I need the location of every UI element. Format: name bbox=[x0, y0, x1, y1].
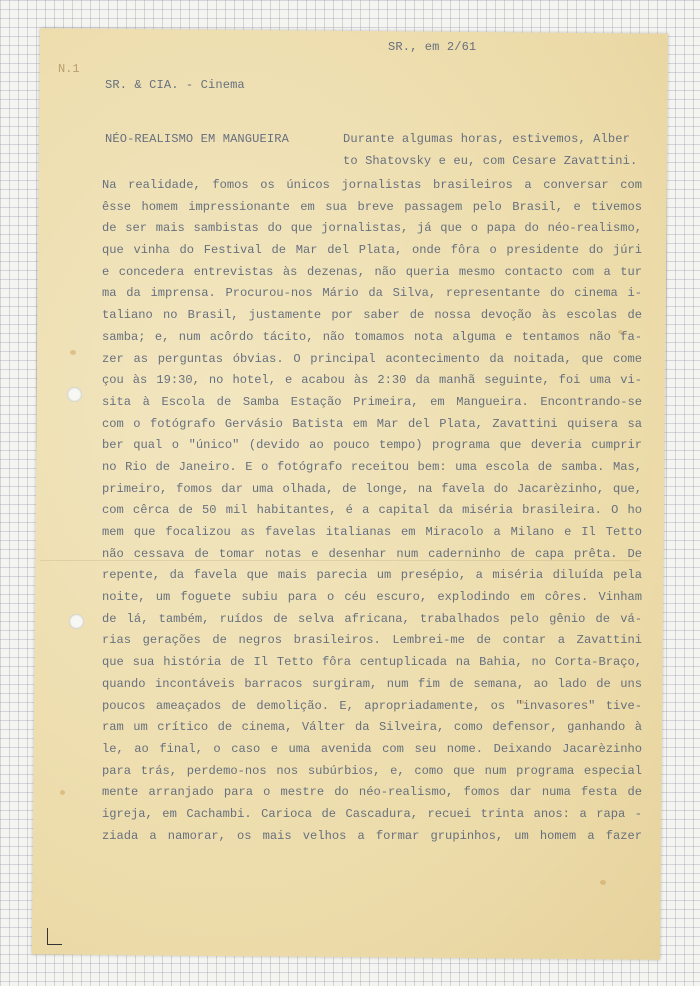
body-line: não cessava de tomar notas e desenhar num caderninho de capa prêta. De bbox=[102, 546, 642, 561]
lead-line-1: Durante algumas horas, estivemos, Alber bbox=[343, 132, 630, 146]
lead-line-2: to Shatovsky e eu, com Cesare Zavattini. bbox=[343, 154, 638, 168]
body-line: ziada a namorar, os mais velhos a formar grupinhos, um homem a fazer bbox=[102, 828, 642, 843]
stain-mark bbox=[70, 350, 76, 355]
body-line: noite, um foguete subiu para o céu escuro, explodindo em côres. Vinham bbox=[102, 590, 642, 605]
body-line: repente, da favela que mais parecia um presépio, a miséria diluída pela bbox=[102, 568, 642, 583]
article-body bbox=[102, 175, 642, 847]
body-line: ber qual o "único" (devido ao pouco tempo) programa que deveria cumprir bbox=[102, 438, 642, 453]
body-line: mem que focalizou as favelas italianas em Miracolo a Milano e Il Tetto bbox=[102, 525, 642, 539]
body-line: primeiro, fomos dar uma olhada, de longe, na favela do Jacarèzinho, que, bbox=[102, 481, 642, 496]
punch-hole-bottom bbox=[69, 614, 84, 629]
body-line: ma da imprensa. Procurou-nos Mário da Silva, representante do cinema i- bbox=[102, 286, 642, 301]
body-line: com o fotógrafo Gervásio Batista em Mar del Plata, Zavattini quisera sa bbox=[102, 416, 642, 431]
section-label: SR. & CIA. - Cinema bbox=[105, 78, 245, 92]
body-line: ram um crítico de cinema, Válter da Silveira, como defensor, ganhando à bbox=[102, 720, 642, 735]
body-line: sita à Escola de Samba Estação Primeira, em Mangueira. Encontrando-se bbox=[102, 394, 642, 409]
body-line: que sua história de Il Tetto fôra centuplicada na Bahia, no Corta-Braço, bbox=[102, 655, 642, 670]
body-line: êsse homem impressionante em sua breve passagem pelo Brasil, e tivemos bbox=[102, 199, 642, 214]
body-line: no Rio de Janeiro. E o fotógrafo receitou bem: uma escola de samba. Mas, bbox=[102, 459, 642, 474]
struck-out-mark: N.1 bbox=[58, 63, 80, 75]
body-line: para trás, perdemo-nos nos subúrbios, e, como que num programa especial bbox=[102, 763, 642, 778]
stain-mark bbox=[600, 880, 606, 885]
article-title: NÉO-REALISMO EM MANGUEIRA bbox=[105, 132, 289, 146]
body-line: Na realidade, fomos os únicos jornalistas brasileiros a conversar com bbox=[102, 178, 642, 192]
body-line: quando incontáveis barracos surgiram, num fim de semana, ao lado de uns bbox=[102, 676, 642, 691]
body-line: poucos ameaçados de demolição. E, apropriadamente, os "invasores" tive- bbox=[102, 698, 642, 713]
body-line: com cêrca de 50 mil habitantes, é a capital da miséria brasileira. O ho bbox=[102, 503, 642, 518]
corner-mark bbox=[47, 928, 62, 945]
body-line: zer as perguntas óbvias. O principal acontecimento da noitada, que come bbox=[102, 351, 642, 366]
stain-mark bbox=[60, 790, 65, 795]
header-reference: SR., em 2/61 bbox=[388, 40, 477, 54]
body-line: samba; e, num acôrdo tácito, não tomamos nota alguma e tentamos não fa- bbox=[102, 329, 642, 344]
body-line: e concedera entrevistas às dezenas, não queria mesmo contacto com a tur bbox=[102, 264, 642, 279]
body-line: rias gerações de negros brasileiros. Lembrei-me de contar a Zavattini bbox=[102, 633, 642, 648]
body-line: que vinha do Festival de Mar del Plata, onde fôra o presidente do júri bbox=[102, 243, 642, 258]
punch-hole-top bbox=[67, 387, 82, 402]
body-line: de lá, também, ruídos de selva africana, trabalhados pelo gênio de vá- bbox=[102, 611, 642, 626]
body-line: mente arranjado para o mestre do néo-realismo, fomos dar numa festa de bbox=[102, 785, 642, 800]
body-line: le, ao final, o caso e uma avenida com seu nome. Deixando Jacarèzinho bbox=[102, 741, 642, 756]
body-line: igreja, em Cachambi. Carioca de Cascadura, recuei trinta anos: a rapa - bbox=[102, 806, 642, 821]
body-line: de ser mais sambistas do que jornalistas, já que o papa do néo-realismo, bbox=[102, 221, 642, 236]
body-line: çou às 19:30, no hotel, e acabou às 2:30 da manhã seguinte, foi uma vi- bbox=[102, 373, 642, 388]
body-line: taliano no Brasil, justamente por saber de nossa devoção às escolas de bbox=[102, 308, 642, 323]
